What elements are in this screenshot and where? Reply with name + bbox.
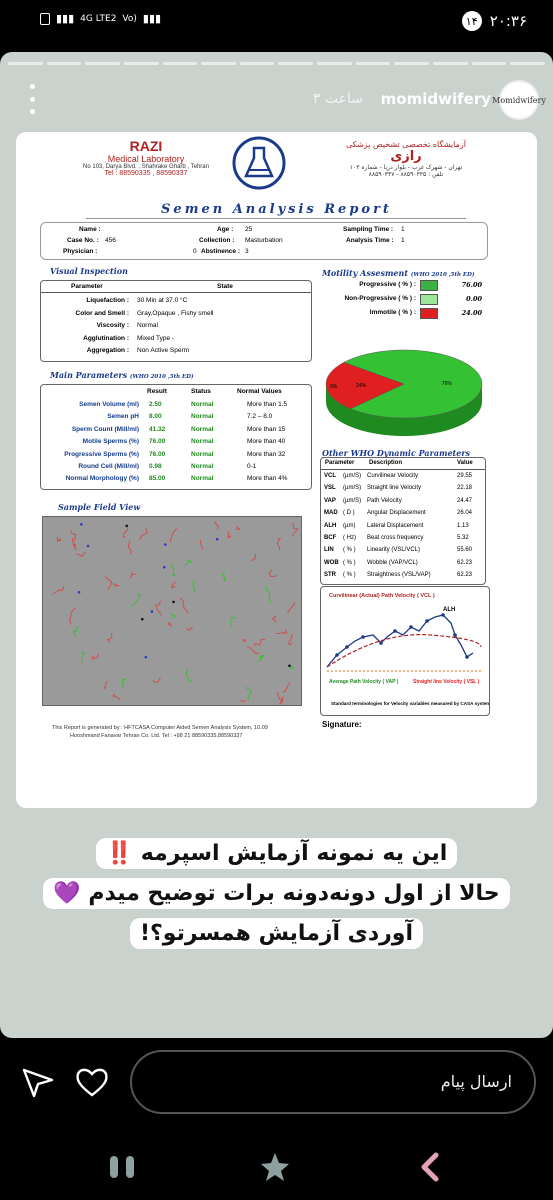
physician-value: 0: [193, 248, 197, 255]
dyn-unit: ( % ): [343, 547, 356, 554]
story-progress: [8, 62, 545, 65]
main-row-status: Normal: [191, 413, 214, 421]
motility-pie-chart: [320, 338, 488, 448]
caption-line2: [0, 878, 553, 909]
main-parameters-box: [40, 384, 312, 490]
motility-swatch: [420, 308, 438, 319]
dyn-value: 26.04: [457, 510, 473, 517]
sample-field-image: [42, 516, 302, 706]
main-row-status: Normal: [191, 450, 214, 458]
report-footer: [52, 724, 268, 740]
main-row-label: Sperm Count (Mill/ml): [71, 425, 139, 433]
dyn-col-value: Value: [457, 460, 473, 466]
progress-seg: [356, 62, 391, 65]
motility-value: 0.00: [466, 295, 482, 303]
dyn-unit: (µm/S): [343, 485, 362, 492]
visual-inspection-title: Visual Inspection: [50, 266, 128, 276]
case-label: Case No. :: [67, 237, 99, 244]
vap-label: Average Path Velocity ( VAP ): [329, 679, 399, 685]
dyn-desc: Wobble (VAP/VCL): [367, 559, 418, 566]
progress-seg: [472, 62, 507, 65]
main-row-label: Round Cell (Mill/ml): [78, 463, 139, 470]
main-row-status: Normal: [191, 475, 214, 483]
home-star-icon[interactable]: [258, 1150, 292, 1184]
signature-label: Signature:: [322, 720, 362, 729]
battery-badge: ۱۴: [462, 11, 482, 31]
progress-seg: [278, 62, 313, 65]
dyn-unit: (µm/S): [343, 473, 362, 479]
signal2-icon: ▮▮▮: [142, 12, 162, 25]
volte-label: Vo): [122, 13, 137, 24]
avatar[interactable]: [492, 80, 546, 120]
progress-seg: [394, 62, 429, 65]
sample-field-title: Sample Field View: [58, 502, 141, 512]
dyn-unit: ( D ): [343, 510, 355, 517]
vi-col-state: State: [217, 283, 233, 290]
dynamic-row: [321, 472, 485, 483]
dyn-key: VAP: [324, 497, 336, 504]
more-options-icon[interactable]: [24, 84, 40, 114]
main-parameters-title: [50, 370, 194, 380]
footer-line2: Hooshmand Fanavar Tehran Co. Ltd. Tel : +98 21 88590335,88590337: [70, 733, 243, 739]
title-divider: [86, 218, 466, 219]
motility-value: 24.00: [461, 309, 482, 317]
caption-line1: [0, 838, 553, 869]
dyn-unit: ( % ): [343, 559, 356, 566]
main-row-status: Normal: [191, 425, 214, 433]
velocity-svg: [321, 587, 489, 715]
visual-row-value: Non Active Sperm: [137, 347, 190, 354]
velocity-diagram: [320, 586, 490, 716]
lab-name-en: RAZI: [129, 138, 163, 154]
main-row-label: Semen Volume (ml): [79, 401, 139, 408]
dynamic-row: [321, 509, 485, 520]
main-row-normal: 7.2 – 8.0: [247, 413, 273, 421]
heart-icon[interactable]: [72, 1062, 112, 1102]
sampling-value: 1: [401, 226, 405, 233]
story-time: ۳ ساعت: [312, 91, 363, 107]
dyn-key: STR: [324, 572, 336, 579]
dyn-unit: (µm/S): [343, 497, 362, 504]
mp-col-normal: Normal Values: [237, 388, 282, 395]
dyn-value: 1.13: [457, 522, 469, 529]
dyn-desc: Straightness (VSL/VAP): [367, 572, 431, 579]
lab-header-en: [66, 138, 226, 177]
main-row-label: Motile Sperms (%): [82, 438, 139, 446]
analysis-value: 1: [401, 237, 405, 244]
dyn-key: BCF: [324, 535, 337, 541]
visual-inspection-box: [40, 280, 312, 362]
lab-tel-en: Tel : 88590335 , 88590337: [104, 170, 188, 177]
main-row-label: Normal Morphology (%): [65, 475, 139, 483]
progress-seg: [433, 62, 468, 65]
caption-line2-text: حالا از اول دونه‌دونه برات توضیح میدم 💜: [43, 878, 509, 909]
dynamic-row: [321, 534, 485, 545]
report-image: [16, 132, 537, 808]
dyn-desc: Lateral Displacement: [367, 522, 424, 529]
motility-value: 76.00: [461, 281, 482, 289]
main-row-normal: More than 15: [247, 425, 286, 433]
dyn-value: 22.18: [457, 485, 473, 492]
motility-label: Progressive ( % ) :: [359, 281, 416, 288]
main-row-status: Normal: [191, 401, 214, 408]
dynamic-title: Other WHO Dynamic Parameters: [322, 448, 471, 458]
dyn-key: WOB: [324, 559, 339, 566]
message-placeholder: ارسال پیام: [440, 1072, 512, 1091]
progress-seg: [124, 62, 159, 65]
status-right: [462, 11, 527, 31]
dyn-value: 5.32: [457, 535, 469, 541]
main-row-result: 8.00: [149, 413, 162, 421]
visual-row-label: Aggregation :: [86, 347, 129, 354]
report-title: Semen Analysis Report: [161, 202, 392, 217]
dyn-desc: Curvilinear Velocity: [367, 473, 419, 479]
main-row-status: Normal: [191, 463, 214, 470]
motility-row: [320, 280, 482, 292]
patient-info-box: [40, 222, 488, 260]
pie-label-zero: 0%: [330, 384, 338, 390]
vsl-label: Straight line Velocity ( VSL ): [413, 679, 480, 685]
dyn-desc: Angular Displacement: [367, 510, 426, 517]
story-username[interactable]: momidwifery: [380, 90, 491, 108]
progress-seg: [85, 62, 120, 65]
main-row-normal: More than 1.5: [247, 401, 288, 408]
mp-col-status: Status: [191, 388, 211, 395]
abstinence-value: 3: [245, 248, 249, 255]
motility-swatch: [420, 294, 438, 305]
visual-row-value: Mixed Type -: [137, 334, 175, 342]
signal-icon: ▮▮▮: [56, 12, 75, 25]
pie-label: 24%: [356, 383, 367, 390]
main-row-label: Semen pH: [107, 413, 139, 421]
progress-seg: [47, 62, 82, 65]
sampling-label: Sampling Time :: [343, 226, 394, 233]
vcl-label: Curvilinear (Actual) Path Velocity ( VCL ): [329, 593, 435, 599]
main-row-result: 85.00: [149, 475, 166, 483]
main-row-normal: 0-1: [247, 463, 257, 470]
dyn-key: VCL: [324, 473, 336, 479]
lab-top-fa: آزمایشگاه تخصصی تشخیص پزشکی: [346, 140, 466, 149]
dyn-desc: Beat cross frequency: [367, 535, 424, 541]
dyn-value: 55.60: [457, 547, 473, 554]
dyn-value: 62.23: [457, 572, 473, 579]
main-title-text: Main Parameters: [50, 370, 128, 380]
status-bar: [0, 0, 553, 44]
dyn-key: VSL: [324, 485, 336, 492]
main-row-result: 0.98: [149, 463, 162, 470]
avatar-text: Momidwifery: [492, 95, 546, 105]
dyn-unit: ( % ): [343, 572, 356, 579]
lab-tel-fa: تلفن : ۸۸۵۹۰۳۳۵ - ۸۸۵۹۰۳۳۷: [368, 171, 444, 178]
visual-row-label: Liquefaction :: [86, 297, 129, 304]
motility-swatch: [420, 280, 438, 291]
dynamic-row: [321, 522, 485, 533]
dyn-unit: (µm): [343, 522, 356, 529]
progress-seg: [8, 62, 43, 65]
caption-line3-text: آوردی آزمایش همسرتو؟!: [130, 918, 423, 949]
progress-seg: [163, 62, 198, 65]
dyn-col-param: Parameter: [325, 460, 355, 466]
physician-label: Physician :: [63, 248, 98, 255]
recent-apps-icon[interactable]: [106, 1150, 140, 1184]
motility-row: [320, 294, 482, 306]
clock: ۲۰:۳۶: [489, 12, 527, 30]
motility-label: Non-Progressive ( % ) :: [344, 295, 416, 302]
main-row-normal: More than 40: [247, 438, 286, 446]
alh-label: ALH: [443, 607, 456, 613]
mp-col-result: Result: [147, 388, 167, 395]
progress-seg: [317, 62, 352, 65]
dyn-key: MAD: [324, 510, 338, 517]
dyn-desc: Straight line Velocity: [367, 485, 422, 492]
age-label: Age :: [217, 226, 234, 233]
dynamic-row: [321, 497, 485, 508]
analysis-label: Analysis Time :: [346, 237, 394, 244]
sperm-field-svg: [43, 517, 302, 706]
dynamic-row: [321, 546, 485, 557]
visual-row-value: Normal: [137, 322, 158, 329]
lab-flask-logo-icon: [232, 136, 286, 190]
pie-label: 76%: [441, 380, 452, 387]
name-label: Name :: [79, 226, 101, 233]
motility-legend: [320, 280, 482, 328]
progress-seg: [201, 62, 236, 65]
send-icon[interactable]: [18, 1062, 58, 1102]
main-row-result: 76.00: [149, 450, 166, 458]
vi-col-param: Parameter: [71, 283, 103, 290]
progress-seg: [240, 62, 275, 65]
main-row-result: 2.50: [149, 401, 162, 408]
main-row-normal: More than 4%: [247, 475, 288, 483]
dyn-value: 29.55: [457, 473, 473, 479]
abstinence-label: Abstinence :: [201, 248, 241, 255]
main-row-label: Progressive Sperms (%): [64, 450, 139, 458]
collection-value: Masturbation: [245, 237, 283, 244]
age-value: 25: [245, 226, 253, 233]
motility-title-sub: (WHO 2010 ,5th ED): [410, 272, 475, 278]
lab-address-fa: تهران - شهرک غرب - بلوار دریا - شماره ۱۰۳: [349, 164, 463, 171]
dynamic-row: [321, 571, 485, 582]
dyn-desc: Path Velocity: [367, 497, 402, 504]
network-label: 4G LTE2: [80, 13, 117, 24]
velocity-note: Standard terminologies for Velocity variables measured by CASA systems.: [331, 701, 489, 706]
progress-seg: [510, 62, 545, 65]
dyn-unit: ( Hz): [343, 535, 356, 541]
case-value: 456: [105, 237, 116, 244]
visual-row-label: Agglutination :: [83, 334, 129, 342]
visual-row-label: Color and Smell :: [75, 309, 129, 317]
back-icon[interactable]: [414, 1150, 448, 1184]
android-nav-bar: [0, 1140, 553, 1200]
motility-title: [322, 268, 474, 278]
main-row-result: 41.32: [149, 425, 166, 433]
lab-name-fa: رازی: [390, 149, 422, 164]
caption-line1-text: این یه نمونه آزمایش اسپرمه ‼️: [96, 838, 458, 869]
dyn-key: ALH: [324, 522, 337, 529]
dyn-desc: Linearity (VSL/VCL): [367, 547, 421, 554]
story-header: [0, 74, 553, 124]
visual-row-label: Viscosity :: [96, 322, 129, 329]
dyn-col-desc: Description: [369, 460, 403, 466]
main-title-sub: (WHO 2010 ,5th ED): [129, 374, 194, 380]
lab-sub-en: Medical Laboratory: [107, 154, 185, 164]
dyn-key: LIN: [324, 547, 334, 554]
lab-address-en: No 103, Darya Blvd. , Shahrake Gharb , Tehran: [83, 164, 209, 170]
dyn-value: 24.47: [457, 497, 473, 504]
status-left: [40, 12, 161, 25]
dynamic-row: [321, 484, 485, 495]
visual-header: [41, 281, 311, 293]
footer-line1: This Report is generated by : HFTCASA Computer Aided Semen Analysis System, 10.09: [52, 725, 268, 731]
dyn-header: [321, 459, 485, 470]
main-row-result: 76.00: [149, 438, 166, 446]
image-notification-icon: [40, 13, 50, 25]
lab-header-fa: [316, 140, 496, 178]
collection-label: Collection :: [199, 237, 235, 244]
main-row-normal: More than 32: [247, 450, 286, 458]
visual-row-value: Gray,Opaque , Fishy smell: [137, 309, 214, 317]
main-row-status: Normal: [191, 438, 214, 446]
message-input[interactable]: [130, 1050, 536, 1114]
motility-row: [320, 308, 482, 320]
caption-line3: [0, 918, 553, 949]
visual-row-value: 30 Min at 37.0 °C: [137, 297, 188, 304]
dyn-value: 62.23: [457, 559, 473, 566]
motility-label: Immotile ( % ) :: [369, 309, 416, 316]
dynamic-parameters-box: [320, 457, 486, 585]
motility-title-text: Motility Assesment: [322, 268, 409, 278]
dynamic-row: [321, 559, 485, 570]
